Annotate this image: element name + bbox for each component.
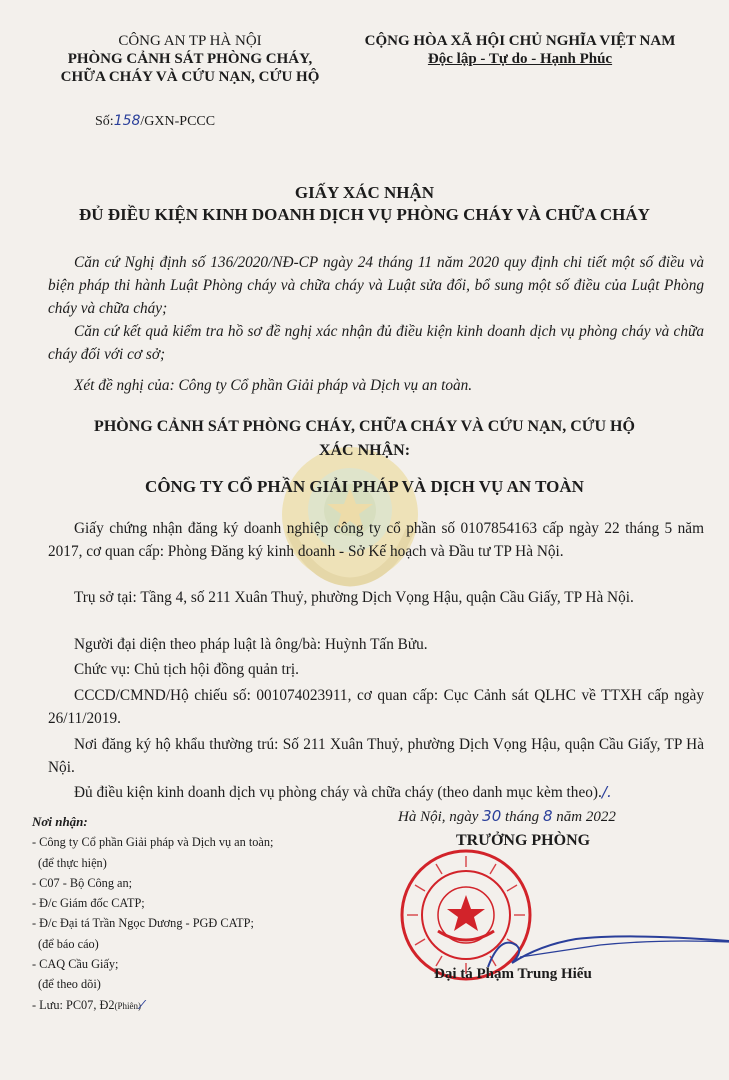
- recipient-item: - Đ/c Đại tá Trần Ngọc Dương - PGĐ CATP;: [32, 916, 254, 931]
- recipients-list: [32, 812, 362, 1016]
- agency-header: [40, 32, 340, 86]
- recipient-item: (để thực hiện): [38, 855, 107, 870]
- agency-name-line1: PHÒNG CẢNH SÁT PHÒNG CHÁY,: [67, 51, 313, 67]
- recipient-item: - Đ/c Giám đốc CATP;: [32, 896, 145, 911]
- national-header: [340, 32, 700, 68]
- document-number-suffix: /GXN-PCCC: [140, 114, 216, 129]
- document-number-value: 158: [113, 113, 141, 129]
- national-motto: Độc lập - Tự do - Hạnh Phúc: [427, 51, 613, 67]
- company-name: CÔNG TY CỔ PHẦN GIẢI PHÁP VÀ DỊCH VỤ AN TOÀN: [145, 477, 584, 496]
- document-subtitle: ĐỦ ĐIỀU KIỆN KINH DOANH DỊCH VỤ PHÒNG CHÁY VÀ CHỮA CHÁY: [79, 205, 650, 224]
- eligibility-conclusion-text: Đủ điều kiện kinh doanh dịch vụ phòng cháy và chữa cháy (theo danh mục kèm theo).: [74, 784, 602, 801]
- document-number: [95, 113, 215, 130]
- legal-basis-decree: Căn cứ Nghị định số 136/2020/NĐ-CP ngày 24 tháng 11 năm 2020 quy định chi tiết một số điều và biện pháp thi hành Luật Phòng cháy và chữa cháy và Luật sửa đổi, bổ sung một số điều của Luật Phòng cháy và chữa cháy;: [48, 254, 704, 317]
- identity-document: CCCD/CMND/Hộ chiếu số: 001074023911, cơ quan cấp: Cục Cảnh sát QLHC về TTXH cấp ngày 26/11/2019.: [48, 687, 704, 727]
- issue-month-label: tháng: [505, 809, 540, 825]
- confirmation-label: XÁC NHẬN:: [318, 442, 411, 459]
- permanent-residence: Nơi đăng ký hộ khẩu thường trú: Số 211 Xuân Thuỷ, phường Dịch Vọng Hậu, quận Cầu Giấy, TP Hà Nội.: [48, 736, 704, 776]
- national-name: CỘNG HÒA XÃ HỘI CHỦ NGHĨA VIỆT NAM: [364, 33, 676, 49]
- police-emblem-watermark: [270, 440, 430, 590]
- agency-parent: CÔNG AN TP HÀ NỘI: [118, 33, 262, 49]
- recipient-storage-sub: (Phiên): [114, 1000, 141, 1011]
- recipient-item: (để theo dõi): [38, 977, 101, 992]
- signer-title: TRƯỞNG PHÒNG: [456, 832, 591, 849]
- recipients-heading: Nơi nhận:: [32, 814, 88, 829]
- storage-initial: ⁄: [141, 997, 144, 1012]
- representative-position: Chức vụ: Chủ tịch hội đồng quản trị.: [74, 661, 299, 678]
- issue-date: [398, 807, 616, 826]
- recipient-storage: [32, 995, 362, 1016]
- eligibility-conclusion: [48, 781, 704, 804]
- issue-month: 8: [542, 807, 553, 825]
- legal-representative: Người đại diện theo pháp luật là ông/bà: Huỳnh Tấn Bửu.: [74, 636, 428, 653]
- recipient-item: - C07 - Bộ Công an;: [32, 875, 133, 890]
- document-title: GIẤY XÁC NHẬN: [294, 183, 435, 202]
- agency-name-line2: CHỮA CHÁY VÀ CỨU NẠN, CỨU HỘ: [60, 69, 320, 85]
- issuer-name: PHÒNG CẢNH SÁT PHÒNG CHÁY, CHỮA CHÁY VÀ CỨU NẠN, CỨU HỘ: [94, 418, 635, 435]
- issue-year: năm 2022: [556, 809, 616, 825]
- issue-day: 30: [482, 807, 502, 825]
- recipient-item: - CAQ Cầu Giấy;: [32, 957, 119, 972]
- issue-place: Hà Nội, ngày: [398, 809, 479, 825]
- conclusion-end-mark: /.: [601, 783, 612, 801]
- head-office-address: Trụ sở tại: Tầng 4, số 211 Xuân Thuỷ, phường Dịch Vọng Hậu, quận Cầu Giấy, TP Hà Nội.: [74, 589, 634, 606]
- recipient-storage-text: - Lưu: PC07, Đ2: [32, 997, 115, 1012]
- business-registration: Giấy chứng nhận đăng ký doanh nghiệp công ty cổ phần số 0107854163 cấp ngày 22 tháng 5 năm 2017, cơ quan cấp: Phòng Đăng ký kinh doanh - Sở Kế hoạch và Đầu tư TP Hà Nội.: [48, 520, 704, 560]
- recipient-item: - Công ty Cổ phần Giải pháp và Dịch vụ an toàn;: [32, 835, 274, 850]
- legal-basis-inspection: Căn cứ kết quả kiểm tra hồ sơ đề nghị xác nhận đủ điều kiện kinh doanh dịch vụ phòng cháy và chữa cháy đối với cơ sở;: [48, 323, 704, 363]
- document-number-prefix: Số:: [95, 114, 114, 129]
- recipient-item: (để báo cáo): [38, 936, 99, 951]
- signer-name: Đại tá Phạm Trung Hiếu: [434, 966, 592, 982]
- legal-basis-request: Xét đề nghị của: Công ty Cổ phần Giải pháp và Dịch vụ an toàn.: [74, 377, 473, 394]
